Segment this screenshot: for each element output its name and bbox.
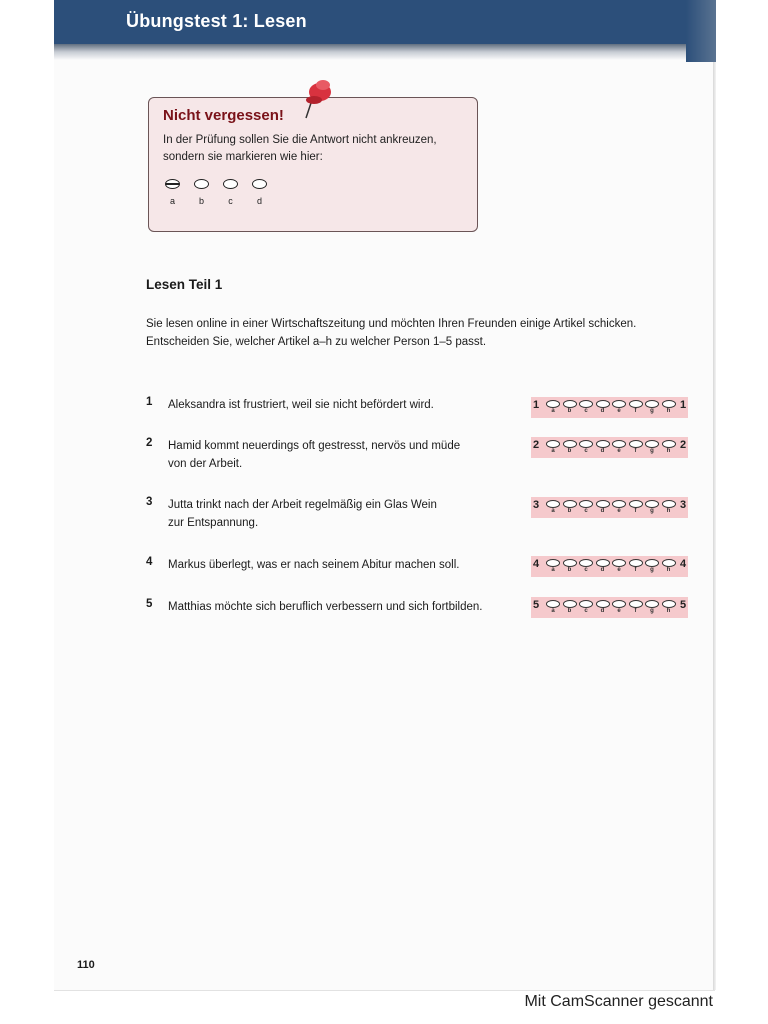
answer-oval[interactable]: [546, 500, 560, 508]
example-letter: c: [228, 196, 233, 206]
answer-oval[interactable]: [629, 400, 643, 408]
answer-oval[interactable]: [563, 559, 577, 567]
answer-oval[interactable]: [612, 600, 626, 608]
answer-oval-letter: f: [634, 567, 637, 573]
answer-oval-letter: h: [666, 508, 671, 514]
answer-oval[interactable]: [645, 400, 659, 408]
notice-text: [163, 132, 463, 166]
example-oval-marked: [165, 179, 180, 189]
answer-oval-letter: e: [617, 567, 621, 573]
answer-oval[interactable]: [629, 600, 643, 608]
answer-oval-letter: b: [567, 508, 572, 514]
answer-oval[interactable]: [645, 500, 659, 508]
answer-oval-letter: a: [551, 408, 555, 414]
example-oval-empty: [223, 179, 238, 189]
answer-oval[interactable]: [612, 400, 626, 408]
item-number: 3: [146, 496, 153, 508]
item-text: [168, 396, 518, 414]
answer-oval[interactable]: [612, 440, 626, 448]
header-fold: [686, 0, 716, 62]
answer-oval-letter: b: [567, 608, 572, 614]
answer-oval-letter: g: [650, 567, 654, 573]
answer-oval[interactable]: [546, 400, 560, 408]
strip-number-right: 2: [680, 439, 687, 451]
camscanner-watermark: Mit CamScanner gescannt: [524, 993, 713, 1010]
answer-oval[interactable]: [629, 500, 643, 508]
answer-oval[interactable]: [662, 500, 676, 508]
page-number: 110: [77, 959, 95, 971]
item-text: [168, 496, 518, 532]
strip-number-left: 1: [533, 399, 540, 411]
item-text: [168, 556, 518, 574]
notice-text-line2: sondern sie markieren wie hier:: [163, 151, 323, 163]
notice-title: Nicht vergessen!: [163, 107, 284, 124]
answer-oval-letter: f: [634, 448, 637, 454]
answer-oval[interactable]: [662, 440, 676, 448]
answer-oval-letter: e: [617, 508, 621, 514]
answer-oval[interactable]: [563, 600, 577, 608]
answer-oval-letter: e: [617, 448, 621, 454]
example-oval-empty: [194, 179, 209, 189]
answer-oval[interactable]: [645, 440, 659, 448]
answer-oval[interactable]: [662, 400, 676, 408]
answer-oval-letter: f: [634, 508, 637, 514]
answer-oval-letter: g: [650, 448, 654, 454]
answer-oval[interactable]: [596, 400, 610, 408]
header-shadow: [54, 44, 714, 60]
answer-oval[interactable]: [579, 500, 593, 508]
item-text: [168, 598, 518, 616]
intro-line1: Sie lesen online in einer Wirtschaftszeitung und möchten Ihren Freunden einige Artikel schicken.: [146, 318, 637, 330]
answer-oval[interactable]: [662, 559, 676, 567]
example-letter: b: [198, 196, 204, 206]
answer-oval[interactable]: [645, 559, 659, 567]
answer-oval-letter: d: [600, 608, 605, 614]
notice-text-line1: In der Prüfung sollen Sie die Antwort nicht ankreuzen,: [163, 134, 437, 146]
answer-oval[interactable]: [579, 559, 593, 567]
example-letter: d: [256, 196, 262, 206]
answer-oval-letter: f: [634, 608, 637, 614]
example-oval-empty: [252, 179, 267, 189]
answer-oval-letter: h: [666, 608, 671, 614]
answer-oval[interactable]: [579, 400, 593, 408]
example-letter: a: [169, 196, 175, 206]
answer-oval-letter: g: [650, 408, 654, 414]
answer-oval-letter: g: [650, 508, 654, 514]
page-edge-shadow: [713, 0, 716, 990]
strip-number-left: 4: [533, 558, 540, 570]
answer-strip: [531, 597, 688, 618]
answer-oval-letter: a: [551, 448, 555, 454]
answer-oval-letter: c: [584, 508, 588, 514]
answer-oval-letter: c: [584, 408, 588, 414]
answer-oval[interactable]: [546, 559, 560, 567]
answer-oval[interactable]: [546, 600, 560, 608]
item-number: 5: [146, 598, 153, 610]
answer-oval[interactable]: [596, 440, 610, 448]
answer-strip: [531, 556, 688, 577]
item-text-line1: Matthias möchte sich beruflich verbessern und sich fortbilden.: [168, 601, 483, 613]
answer-oval-letter: c: [584, 448, 588, 454]
answer-oval-letter: b: [567, 567, 572, 573]
answer-oval-letter: a: [551, 508, 555, 514]
answer-oval[interactable]: [612, 559, 626, 567]
answer-oval-letter: a: [551, 567, 555, 573]
intro-line2: Entscheiden Sie, welcher Artikel a–h zu welcher Person 1–5 passt.: [146, 336, 487, 348]
answer-oval-letter: h: [666, 448, 671, 454]
answer-strip: [531, 497, 688, 518]
strip-number-right: 4: [680, 558, 687, 570]
strip-number-right: 1: [680, 399, 687, 411]
answer-oval[interactable]: [645, 600, 659, 608]
item-text-line1: Markus überlegt, was er nach seinem Abitur machen soll.: [168, 559, 460, 571]
answer-oval[interactable]: [629, 440, 643, 448]
answer-oval[interactable]: [579, 440, 593, 448]
answer-oval[interactable]: [629, 559, 643, 567]
answer-oval-letter: h: [666, 567, 671, 573]
answer-oval[interactable]: [596, 559, 610, 567]
item-number: 1: [146, 396, 153, 408]
item-text-line1: Hamid kommt neuerdings oft gestresst, nervös und müde: [168, 440, 461, 452]
item-number: 4: [146, 556, 153, 568]
strip-number-left: 5: [533, 599, 540, 611]
answer-oval-letter: d: [600, 508, 605, 514]
answer-oval[interactable]: [662, 600, 676, 608]
strip-number-right: 5: [680, 599, 687, 611]
strip-number-left: 2: [533, 439, 540, 451]
answer-oval[interactable]: [563, 400, 577, 408]
section-intro: [146, 315, 686, 351]
answer-oval-letter: c: [584, 567, 588, 573]
answer-oval[interactable]: [563, 440, 577, 448]
item-text-line1: Jutta trinkt nach der Arbeit regelmäßig ein Glas Wein: [168, 499, 437, 511]
answer-oval-letter: g: [650, 608, 654, 614]
item-number: 2: [146, 437, 153, 449]
item-text-line2: zur Entspannung.: [168, 517, 259, 529]
section-title: Lesen Teil 1: [146, 277, 223, 292]
answer-oval[interactable]: [579, 600, 593, 608]
answer-oval-letter: e: [617, 608, 621, 614]
answer-oval-letter: e: [617, 408, 621, 414]
answer-oval-letter: h: [666, 408, 671, 414]
answer-oval[interactable]: [596, 600, 610, 608]
pushpin-icon: [300, 76, 336, 120]
answer-oval-letter: b: [567, 408, 572, 414]
answer-oval-letter: b: [567, 448, 572, 454]
answer-oval-letter: f: [634, 408, 637, 414]
item-text: [168, 437, 518, 473]
answer-oval-letter: d: [600, 567, 605, 573]
answer-oval[interactable]: [612, 500, 626, 508]
answer-strip: [531, 437, 688, 458]
answer-oval-letter: a: [551, 608, 555, 614]
answer-oval-letter: d: [600, 408, 605, 414]
answer-strip: [531, 397, 688, 418]
answer-oval[interactable]: [563, 500, 577, 508]
answer-oval[interactable]: [596, 500, 610, 508]
item-text-line1: Aleksandra ist frustriert, weil sie nicht befördert wird.: [168, 399, 434, 411]
strip-number-left: 3: [533, 499, 540, 511]
page-title: Übungstest 1: Lesen: [126, 11, 307, 31]
item-text-line2: von der Arbeit.: [168, 458, 243, 470]
strip-number-right: 3: [680, 499, 687, 511]
answer-oval[interactable]: [546, 440, 560, 448]
answer-oval-letter: d: [600, 448, 605, 454]
answer-oval-letter: c: [584, 608, 588, 614]
